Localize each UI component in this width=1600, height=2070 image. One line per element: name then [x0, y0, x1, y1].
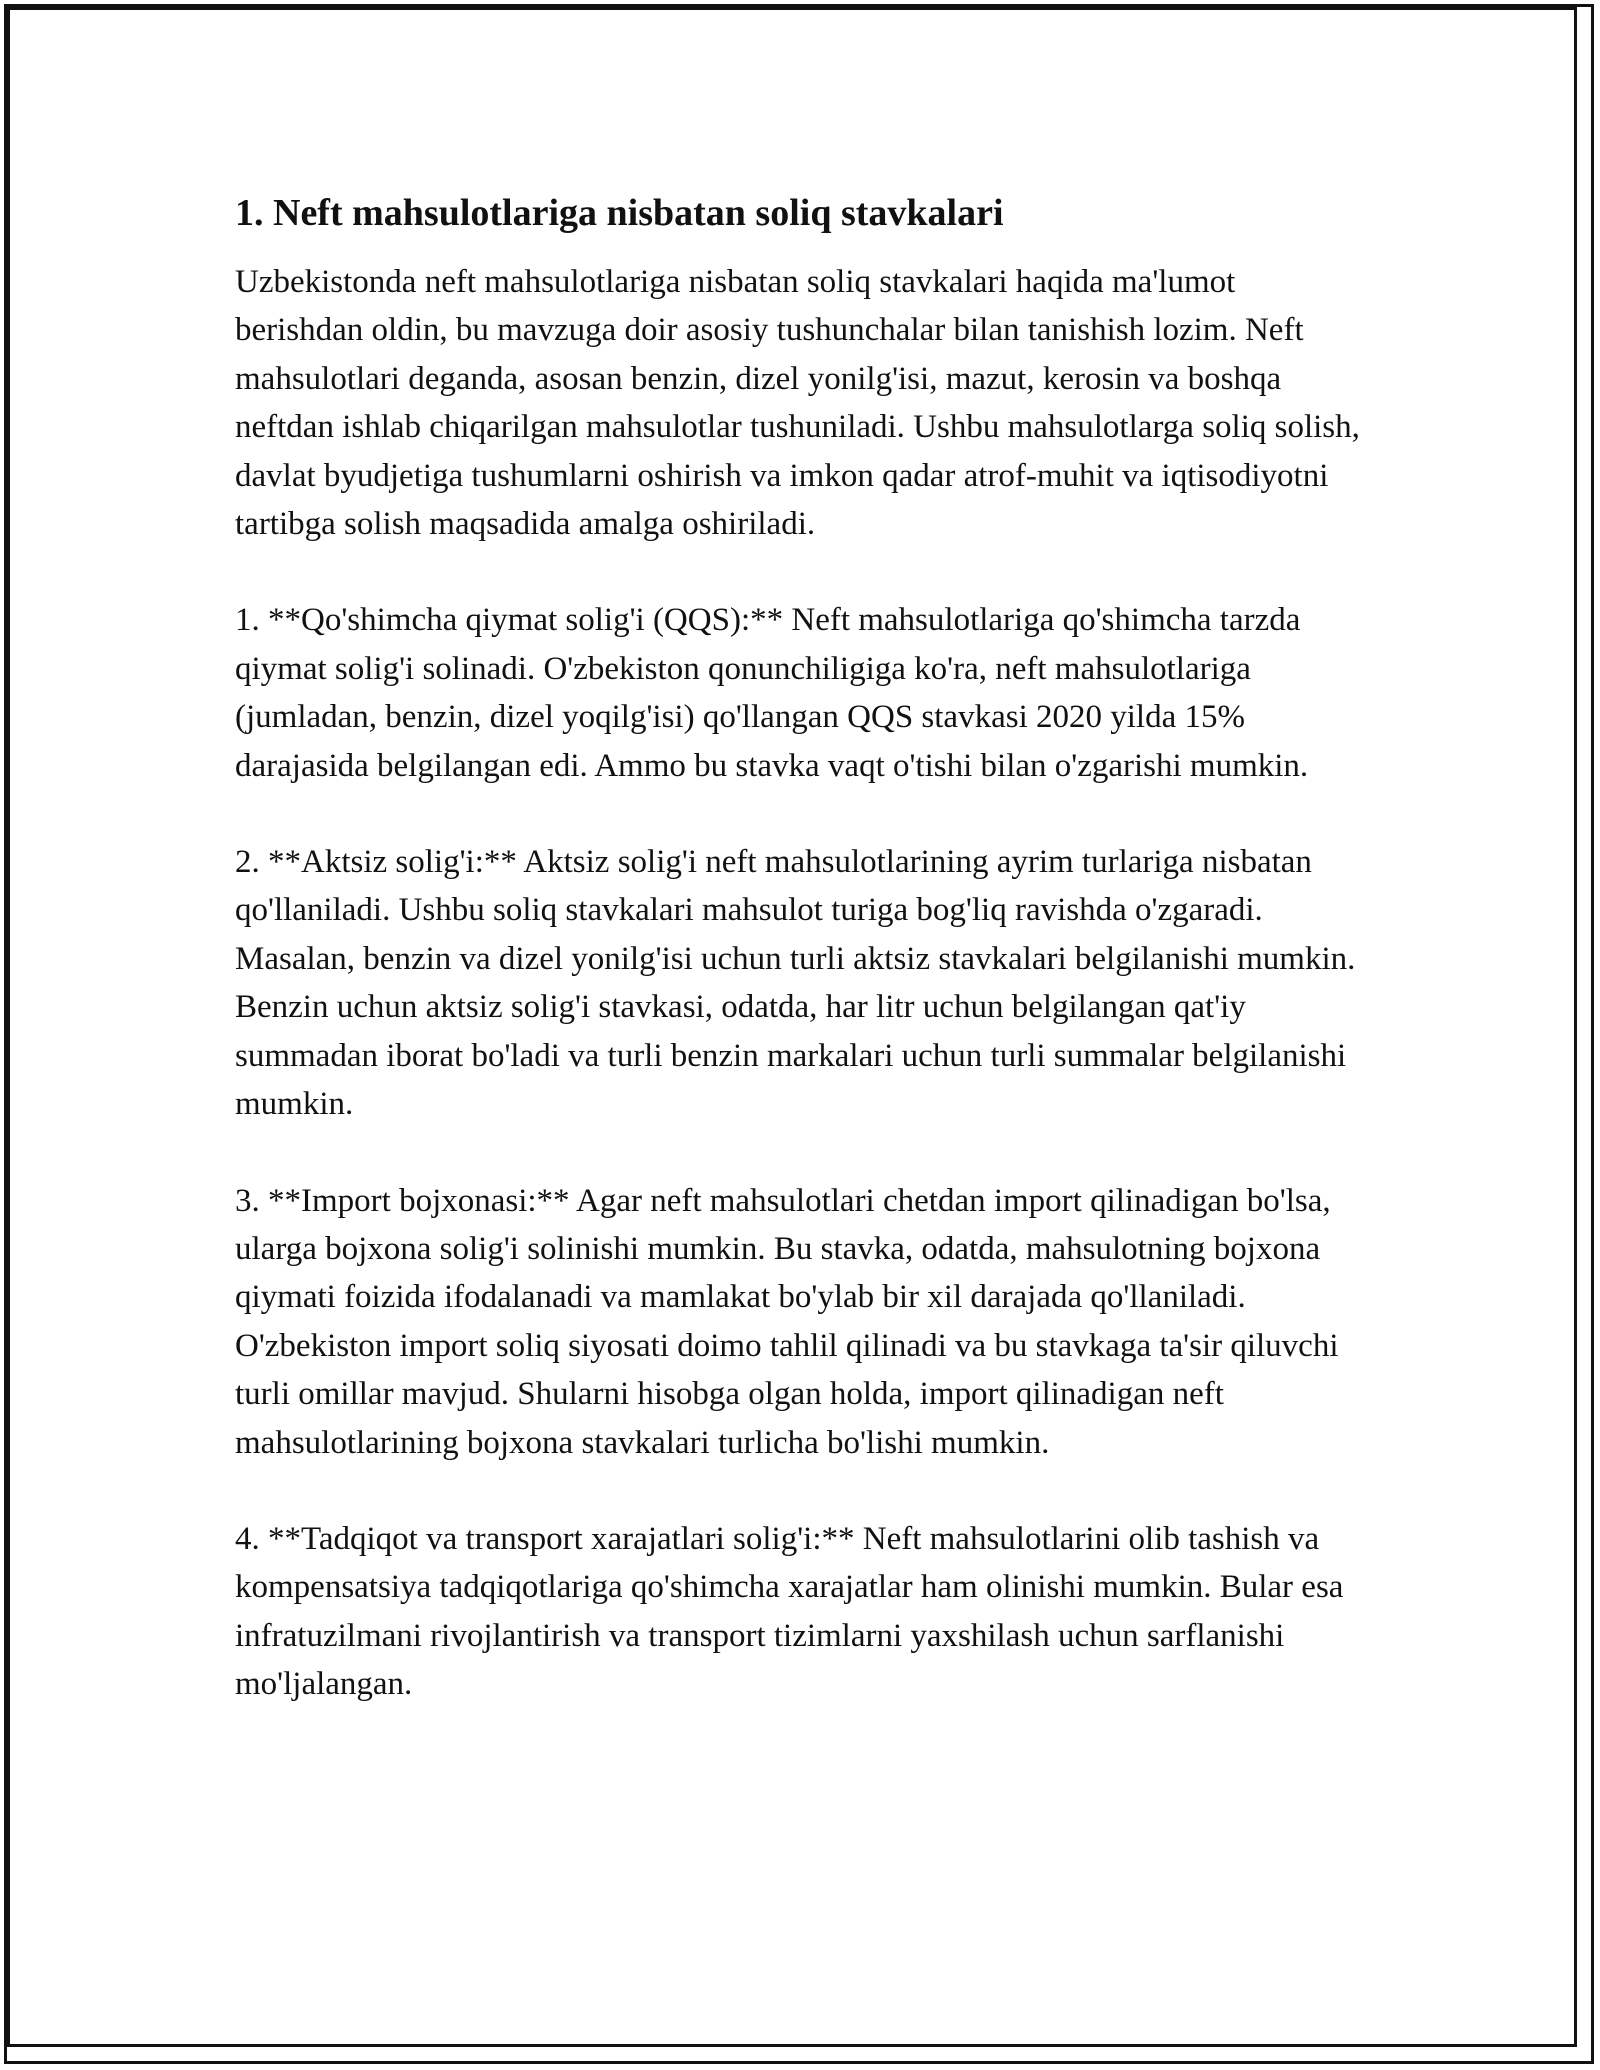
intro-paragraph: Uzbekistonda neft mahsulotlariga nisbatan soliq stavkalari haqida ma'lumot berishdan oldin, bu mavzuga doir asosiy tushunchalar bilan tanishish lozim. Neft mahsulotlari deganda, asosan benzin, dizel yonilg'isi, mazut, kerosin va boshqa neftdan ishlab chiqarilgan mahsulotlar tushuniladi. Ushbu mahsulotlarga soliq solish, davlat byudjetiga tushumlarni oshirish va imkon qadar atrof-muhit va iqtisodiyotni tartibga solish maqsadida amalga oshiriladi. — [235, 264, 1360, 543]
excise-paragraph: 2. **Aktsiz solig'i:** Aktsiz solig'i neft mahsulotlarining ayrim turlariga nisbatan qo'llaniladi. Ushbu soliq stavkalari mahsulot turiga bog'liq ravishda o'zgaradi. Masalan, benzin va dizel yonilg'isi uchun turli aktsiz stavkalari belgilanishi mumkin. Benzin uchun aktsiz solig'i stavkasi, odatda, har litr uchun belgilangan qat'iy summadan iborat bo'ladi va turli benzin markalari uchun turli summalar belgilanishi mumkin. — [235, 844, 1356, 1123]
import-customs-paragraph: 3. **Import bojxonasi:** Agar neft mahsulotlari chetdan import qilinadigan bo'lsa, ularga bojxona solig'i solinishi mumkin. Bu stavka, odatda, mahsulotning bojxona qiymati foizida ifodalanadi va mamlakat bo'ylab bir xil darajada qo'llaniladi. O'zbekiston import soliq siyosati doimo tahlil qilinadi va bu stavkaga ta'sir qiluvchi turli omillar mavjud. Shularni hisobga olgan holda, import qilinadigan neft mahsulotlarining bojxona stavkalari turlicha bo'lishi mumkin. — [235, 1182, 1339, 1461]
document-title: 1. Neft mahsulotlariga nisbatan soliq stavkalari — [235, 192, 1004, 234]
transport-costs-paragraph: 4. **Tadqiqot va transport xarajatlari solig'i:** Neft mahsulotlarini olib tashish va kompensatsiya tadqiqotlariga qo'shimcha xarajatlar ham olinishi mumkin. Bular esa infratuzilmani rivojlantirish va transport tizimlarni yaxshilash uchun sarflanishi mo'ljalangan. — [235, 1520, 1344, 1703]
document-body — [235, 188, 1365, 1757]
vat-paragraph: 1. **Qo'shimcha qiymat solig'i (QQS):** Neft mahsulotlariga qo'shimcha tarzda qiymat solig'i solinadi. O'zbekiston qonunchiligiga ko'ra, neft mahsulotlariga (jumladan, benzin, dizel yoqilg'isi) qo'llangan QQS stavkasi 2020 yilda 15% darajasida belgilangan edi. Ammo bu stavka vaqt o'tishi bilan o'zgarishi mumkin. — [235, 602, 1309, 784]
